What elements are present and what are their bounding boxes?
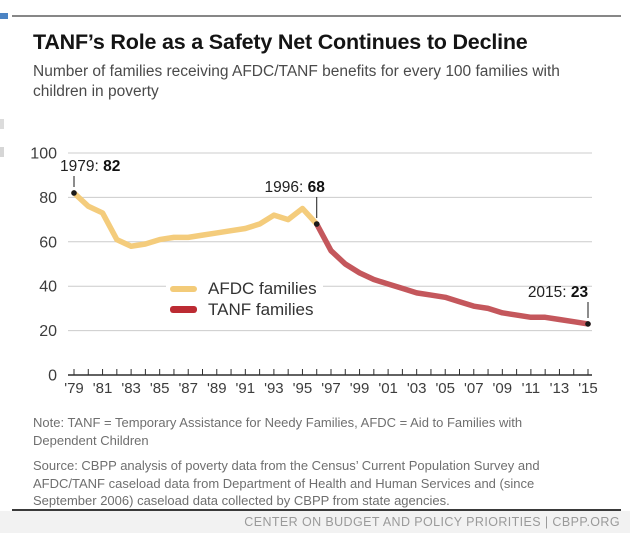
svg-text:'95: '95 bbox=[292, 380, 313, 397]
legend-label-tanf: TANF families bbox=[208, 299, 314, 319]
svg-text:0: 0 bbox=[48, 367, 57, 385]
svg-text:'03: '03 bbox=[406, 380, 427, 397]
svg-text:'91: '91 bbox=[235, 380, 256, 397]
svg-text:'07: '07 bbox=[463, 380, 484, 397]
footer-branding: CENTER ON BUDGET AND POLICY PRIORITIES | CBPP.ORG bbox=[244, 515, 620, 529]
svg-text:'83: '83 bbox=[121, 380, 141, 397]
footnotes bbox=[33, 414, 585, 510]
legend-label-afdc: AFDC families bbox=[208, 278, 317, 298]
svg-text:60: 60 bbox=[39, 234, 57, 252]
svg-text:'87: '87 bbox=[178, 380, 199, 397]
svg-text:'15: '15 bbox=[578, 380, 598, 397]
svg-text:20: 20 bbox=[39, 323, 57, 341]
svg-text:'99: '99 bbox=[349, 380, 370, 397]
svg-text:'09: '09 bbox=[492, 380, 513, 397]
source-text: Source: CBPP analysis of poverty data from the Census’ Current Population Survey and AFDC/TANF caseload data from Department of Health and Human Services and (since September 2006) caseload data collected by CBPP from state agencies. bbox=[33, 458, 540, 508]
svg-text:80: 80 bbox=[39, 189, 57, 207]
legend-row-tanf bbox=[170, 299, 317, 320]
svg-text:'79: '79 bbox=[64, 380, 84, 397]
note-text: Note: TANF = Temporary Assistance for Needy Families, AFDC = Aid to Families with Dependent Children bbox=[33, 415, 523, 448]
legend-row-afdc bbox=[170, 278, 317, 299]
svg-text:'89: '89 bbox=[206, 380, 227, 397]
svg-text:1979: 82: 1979: 82 bbox=[60, 158, 121, 175]
svg-text:'13: '13 bbox=[549, 380, 570, 397]
svg-text:40: 40 bbox=[39, 278, 57, 296]
svg-text:'81: '81 bbox=[92, 380, 113, 397]
svg-text:'05: '05 bbox=[435, 380, 456, 397]
svg-text:'97: '97 bbox=[321, 380, 341, 397]
chart-legend bbox=[166, 276, 323, 322]
svg-text:2015: 23: 2015: 23 bbox=[527, 284, 589, 301]
tanf-swatch bbox=[170, 306, 197, 313]
svg-text:1996: 68: 1996: 68 bbox=[264, 179, 325, 196]
afdc-swatch bbox=[170, 286, 197, 292]
svg-text:'85: '85 bbox=[149, 380, 170, 397]
svg-text:'01: '01 bbox=[378, 380, 398, 397]
svg-text:'93: '93 bbox=[264, 380, 284, 397]
svg-text:'11: '11 bbox=[521, 380, 541, 397]
svg-text:100: 100 bbox=[30, 145, 57, 163]
footer-rule bbox=[12, 509, 621, 511]
chart-subtitle: Number of families receiving AFDC/TANF benefits for every 100 families with children in poverty bbox=[33, 63, 560, 100]
chart-title: TANF’s Role as a Safety Net Continues to Decline bbox=[33, 30, 528, 54]
